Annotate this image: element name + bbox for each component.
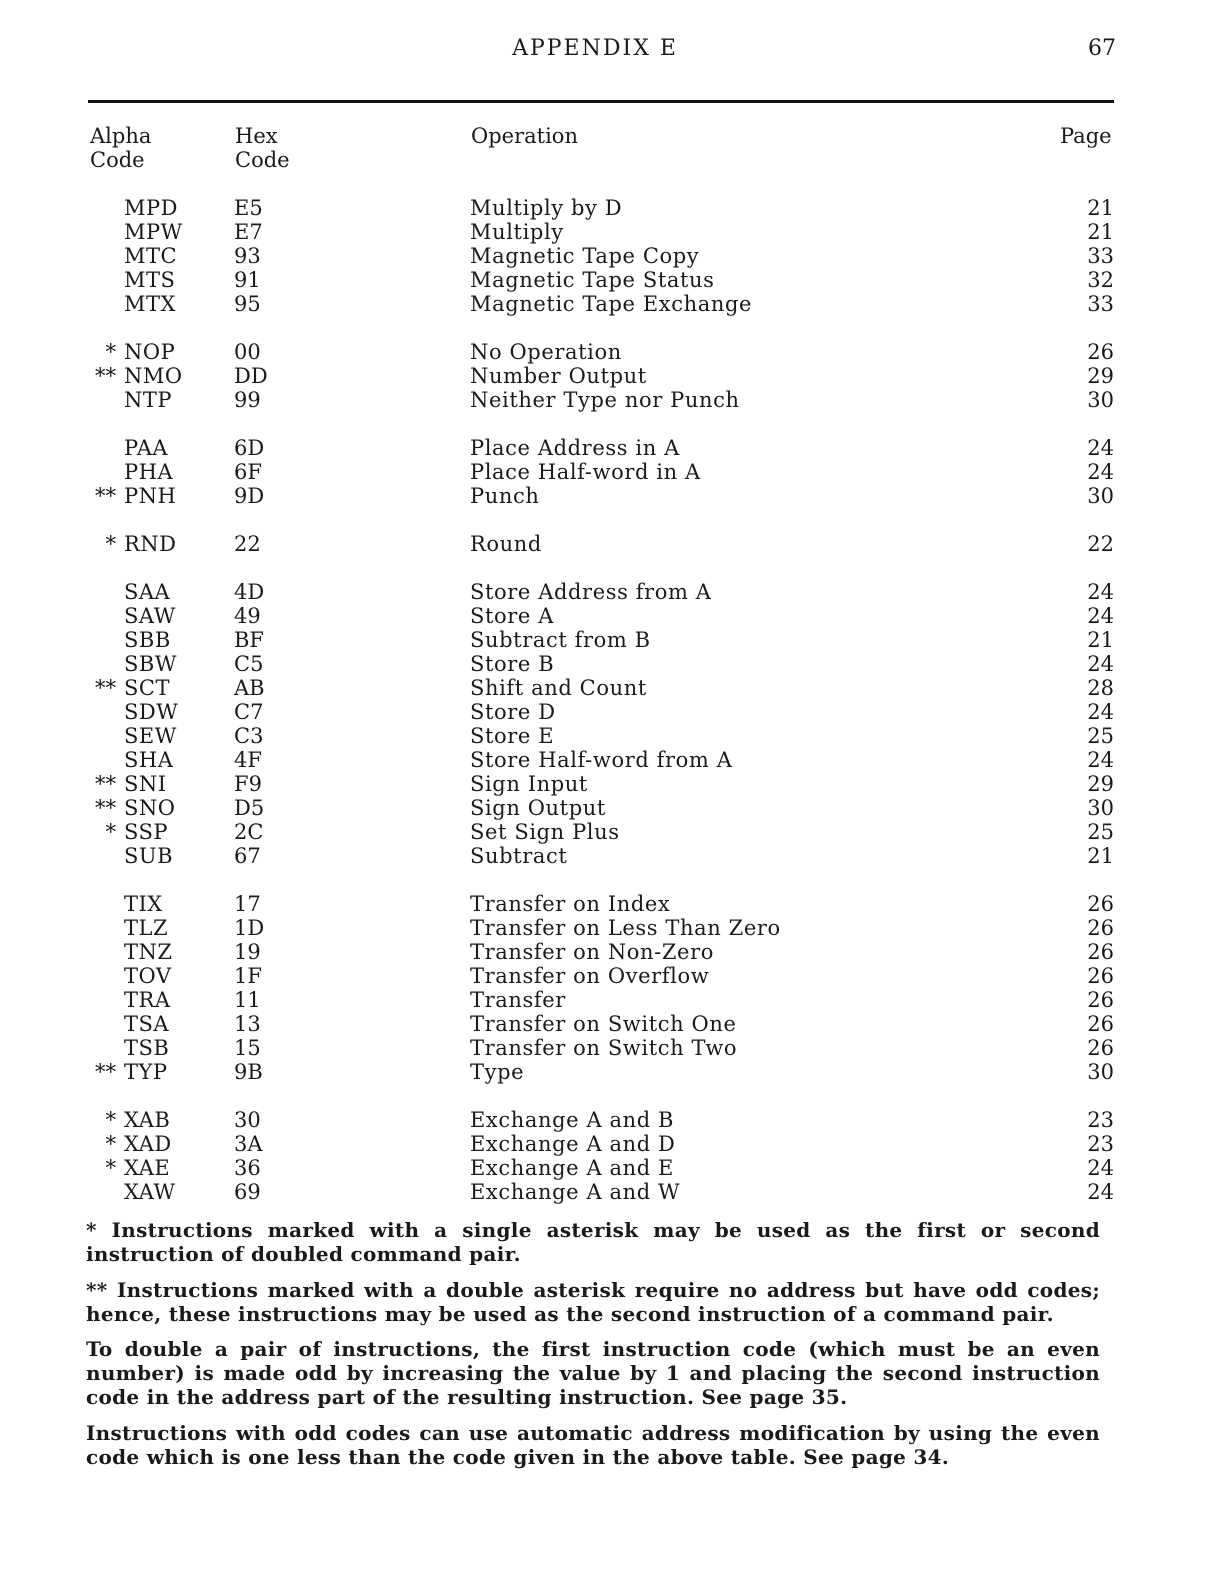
page-header-title: APPENDIX E (512, 36, 678, 61)
hex-code: 99 (234, 388, 261, 412)
operation-name: Sign Output (470, 796, 606, 820)
alpha-code: MTC (124, 244, 178, 268)
hex-code: BF (234, 628, 265, 652)
table-row (0, 1036, 1224, 1060)
page-reference: 24 (1087, 748, 1114, 772)
hex-code: 6D (234, 436, 265, 460)
row-asterisk-mark: ** (95, 772, 116, 796)
hex-code: 13 (234, 1012, 261, 1036)
alpha-code: TLZ (124, 916, 169, 940)
alpha-code: SNI (124, 772, 167, 796)
hex-code: E5 (234, 196, 263, 220)
row-asterisk-mark: * (105, 532, 116, 556)
hex-code: 49 (234, 604, 261, 628)
page-reference: 26 (1087, 340, 1114, 364)
page-reference: 30 (1087, 388, 1114, 412)
operation-name: Exchange A and W (470, 1180, 681, 1204)
table-row (0, 580, 1224, 604)
alpha-code: MPD (124, 196, 178, 220)
hex-code: 19 (234, 940, 261, 964)
page-reference: 21 (1087, 220, 1114, 244)
table-row (0, 292, 1224, 316)
table-row (0, 244, 1224, 268)
table-row (0, 1180, 1224, 1204)
operation-name: Transfer on Overflow (470, 964, 710, 988)
alpha-code: TSB (124, 1036, 170, 1060)
page-reference: 30 (1087, 484, 1114, 508)
hex-code: AB (234, 676, 265, 700)
row-asterisk-mark: ** (95, 796, 116, 820)
alpha-code: NMO (124, 364, 183, 388)
page-reference: 26 (1087, 1036, 1114, 1060)
page-number: 67 (1088, 36, 1116, 61)
operation-name: Store Address from A (470, 580, 712, 604)
page-reference: 21 (1087, 628, 1114, 652)
alpha-code: TYP (124, 1060, 168, 1084)
hex-code: 93 (234, 244, 261, 268)
operation-name: Punch (470, 484, 540, 508)
table-row (0, 364, 1224, 388)
alpha-code: MPW (124, 220, 183, 244)
table-row (0, 820, 1224, 844)
table-row (0, 724, 1224, 748)
hex-code: DD (234, 364, 268, 388)
table-row (0, 484, 1224, 508)
page-reference: 24 (1087, 652, 1114, 676)
alpha-code: SBB (124, 628, 171, 652)
column-header-alpha-code: Alpha Code (90, 124, 152, 172)
note-double-asterisk: ** Instructions marked with a double asterisk require no address but have odd codes; hence, these instructions may be used as the second instruction of a command pair. (86, 1278, 1100, 1326)
hex-code: 2C (234, 820, 264, 844)
table-row (0, 988, 1224, 1012)
page-reference: 24 (1087, 1156, 1114, 1180)
page-reference: 25 (1087, 724, 1114, 748)
alpha-code: XAD (124, 1132, 172, 1156)
operation-name: Magnetic Tape Exchange (470, 292, 753, 316)
row-asterisk-mark: * (105, 820, 116, 844)
table-row (0, 844, 1224, 868)
page-reference: 22 (1087, 532, 1114, 556)
table-row (0, 964, 1224, 988)
row-asterisk-mark: * (105, 340, 116, 364)
hex-code: 69 (234, 1180, 261, 1204)
hex-code: 91 (234, 268, 261, 292)
alpha-code: NTP (124, 388, 173, 412)
hex-code: 15 (234, 1036, 261, 1060)
table-row (0, 676, 1224, 700)
column-header-page: Page (1060, 124, 1112, 148)
table-row (0, 796, 1224, 820)
page-reference: 21 (1087, 844, 1114, 868)
page-reference: 33 (1087, 244, 1114, 268)
operation-name: Transfer on Switch One (470, 1012, 737, 1036)
hex-code: 1D (234, 916, 265, 940)
hex-code: E7 (234, 220, 263, 244)
hex-code: 00 (234, 340, 261, 364)
alpha-code: SUB (124, 844, 174, 868)
row-asterisk-mark: ** (95, 1060, 116, 1084)
page-reference: 30 (1087, 1060, 1114, 1084)
hex-code: 9D (234, 484, 265, 508)
alpha-code: MTX (124, 292, 176, 316)
note-odd-codes: Instructions with odd codes can use automatic address modification by using the even code which is one less than the code given in the above table. See page 34. (86, 1421, 1100, 1469)
alpha-code: PAA (124, 436, 169, 460)
hex-code: 67 (234, 844, 261, 868)
page-reference: 26 (1087, 892, 1114, 916)
table-row (0, 460, 1224, 484)
hex-code: 4D (234, 580, 265, 604)
page-reference: 29 (1087, 772, 1114, 796)
operation-name: Transfer on Switch Two (470, 1036, 738, 1060)
alpha-code: TOV (124, 964, 172, 988)
hex-code: 1F (234, 964, 262, 988)
alpha-code: MTS (124, 268, 176, 292)
page-reference: 23 (1087, 1132, 1114, 1156)
note-single-asterisk: * Instructions marked with a single asterisk may be used as the first or second instruction of doubled command pair. (86, 1218, 1100, 1266)
table-row (0, 436, 1224, 460)
operation-name: Set Sign Plus (470, 820, 620, 844)
table-row (0, 1012, 1224, 1036)
operation-name: Store E (470, 724, 555, 748)
hex-code: 30 (234, 1108, 261, 1132)
operation-name: Subtract from B (470, 628, 651, 652)
alpha-code: SSP (124, 820, 169, 844)
operation-name: Exchange A and D (470, 1132, 676, 1156)
alpha-code: SHA (124, 748, 174, 772)
row-asterisk-mark: * (105, 1132, 116, 1156)
operation-name: Store A (470, 604, 554, 628)
page-reference: 24 (1087, 604, 1114, 628)
row-asterisk-mark: ** (95, 676, 116, 700)
page-reference: 24 (1087, 460, 1114, 484)
table-row (0, 268, 1224, 292)
alpha-code: XAB (124, 1108, 171, 1132)
table-row (0, 1060, 1224, 1084)
column-header-operation: Operation (471, 124, 578, 148)
operation-name: Multiply (470, 220, 564, 244)
alpha-code: SBW (124, 652, 177, 676)
operation-name: Exchange A and E (470, 1156, 674, 1180)
hex-code: 95 (234, 292, 261, 316)
hex-code: 36 (234, 1156, 261, 1180)
table-row (0, 748, 1224, 772)
operation-name: Magnetic Tape Status (470, 268, 715, 292)
operation-name: Store D (470, 700, 556, 724)
page-reference: 24 (1087, 1180, 1114, 1204)
hex-code: C7 (234, 700, 264, 724)
hex-code: 17 (234, 892, 261, 916)
operation-name: Magnetic Tape Copy (470, 244, 700, 268)
page-reference: 24 (1087, 580, 1114, 604)
alpha-code: RND (124, 532, 177, 556)
table-row (0, 604, 1224, 628)
row-asterisk-mark: * (105, 1108, 116, 1132)
table-row (0, 916, 1224, 940)
page-reference: 29 (1087, 364, 1114, 388)
page-reference: 21 (1087, 196, 1114, 220)
page-reference: 26 (1087, 916, 1114, 940)
row-asterisk-mark: ** (95, 364, 116, 388)
page-reference: 30 (1087, 796, 1114, 820)
hex-code: 3A (234, 1132, 263, 1156)
page-reference: 24 (1087, 436, 1114, 460)
alpha-code: SAA (124, 580, 171, 604)
hex-code: 6F (234, 460, 262, 484)
operation-name: Exchange A and B (470, 1108, 675, 1132)
operation-name: Multiply by D (470, 196, 623, 220)
hex-code: 4F (234, 748, 262, 772)
page-reference: 26 (1087, 964, 1114, 988)
page-reference: 33 (1087, 292, 1114, 316)
table-row (0, 220, 1224, 244)
alpha-code: TSA (124, 1012, 170, 1036)
operation-name: Round (470, 532, 542, 556)
hex-code: 22 (234, 532, 261, 556)
operation-name: Number Output (470, 364, 647, 388)
page-reference: 28 (1087, 676, 1114, 700)
page-reference: 26 (1087, 940, 1114, 964)
hex-code: C5 (234, 652, 264, 676)
page-reference: 32 (1087, 268, 1114, 292)
operation-name: Transfer on Non-Zero (470, 940, 714, 964)
operation-name: Transfer (470, 988, 566, 1012)
table-row (0, 340, 1224, 364)
table-row (0, 892, 1224, 916)
alpha-code: XAE (124, 1156, 171, 1180)
operation-name: Place Half-word in A (470, 460, 701, 484)
operation-name: Transfer on Less Than Zero (470, 916, 781, 940)
note-doubling: To double a pair of instructions, the first instruction code (which must be an even number) is made odd by increasing the value by 1 and placing the second instruction code in the address part of the resulting instruction. See page 35. (86, 1337, 1100, 1409)
page-reference: 23 (1087, 1108, 1114, 1132)
alpha-code: SAW (124, 604, 176, 628)
table-row (0, 652, 1224, 676)
alpha-code: SEW (124, 724, 177, 748)
table-row (0, 388, 1224, 412)
alpha-code: TIX (124, 892, 163, 916)
page-reference: 25 (1087, 820, 1114, 844)
operation-name: Transfer on Index (470, 892, 671, 916)
operation-name: Store Half-word from A (470, 748, 733, 772)
table-row (0, 532, 1224, 556)
table-row (0, 772, 1224, 796)
table-row (0, 196, 1224, 220)
hex-code: C3 (234, 724, 264, 748)
hex-code: 11 (234, 988, 261, 1012)
column-header-hex-code: Hex Code (235, 124, 290, 172)
operation-name: Sign Input (470, 772, 588, 796)
operation-name: Shift and Count (470, 676, 647, 700)
alpha-code: PHA (124, 460, 174, 484)
table-row (0, 1132, 1224, 1156)
alpha-code: XAW (124, 1180, 176, 1204)
table-row (0, 1156, 1224, 1180)
alpha-code: SNO (124, 796, 176, 820)
operation-name: Subtract (470, 844, 568, 868)
table-row (0, 940, 1224, 964)
table-row (0, 700, 1224, 724)
alpha-code: PNH (124, 484, 177, 508)
hex-code: F9 (234, 772, 262, 796)
alpha-code: TNZ (124, 940, 173, 964)
operation-name: No Operation (470, 340, 622, 364)
operation-name: Type (470, 1060, 525, 1084)
page-reference: 26 (1087, 988, 1114, 1012)
hex-code: 9B (234, 1060, 263, 1084)
page-reference: 24 (1087, 700, 1114, 724)
hex-code: D5 (234, 796, 265, 820)
row-asterisk-mark: * (105, 1156, 116, 1180)
table-row (0, 628, 1224, 652)
alpha-code: SDW (124, 700, 179, 724)
table-row (0, 1108, 1224, 1132)
row-asterisk-mark: ** (95, 484, 116, 508)
operation-name: Neither Type nor Punch (470, 388, 740, 412)
alpha-code: SCT (124, 676, 170, 700)
page-reference: 26 (1087, 1012, 1114, 1036)
alpha-code: NOP (124, 340, 176, 364)
operation-name: Place Address in A (470, 436, 680, 460)
alpha-code: TRA (124, 988, 171, 1012)
operation-name: Store B (470, 652, 555, 676)
